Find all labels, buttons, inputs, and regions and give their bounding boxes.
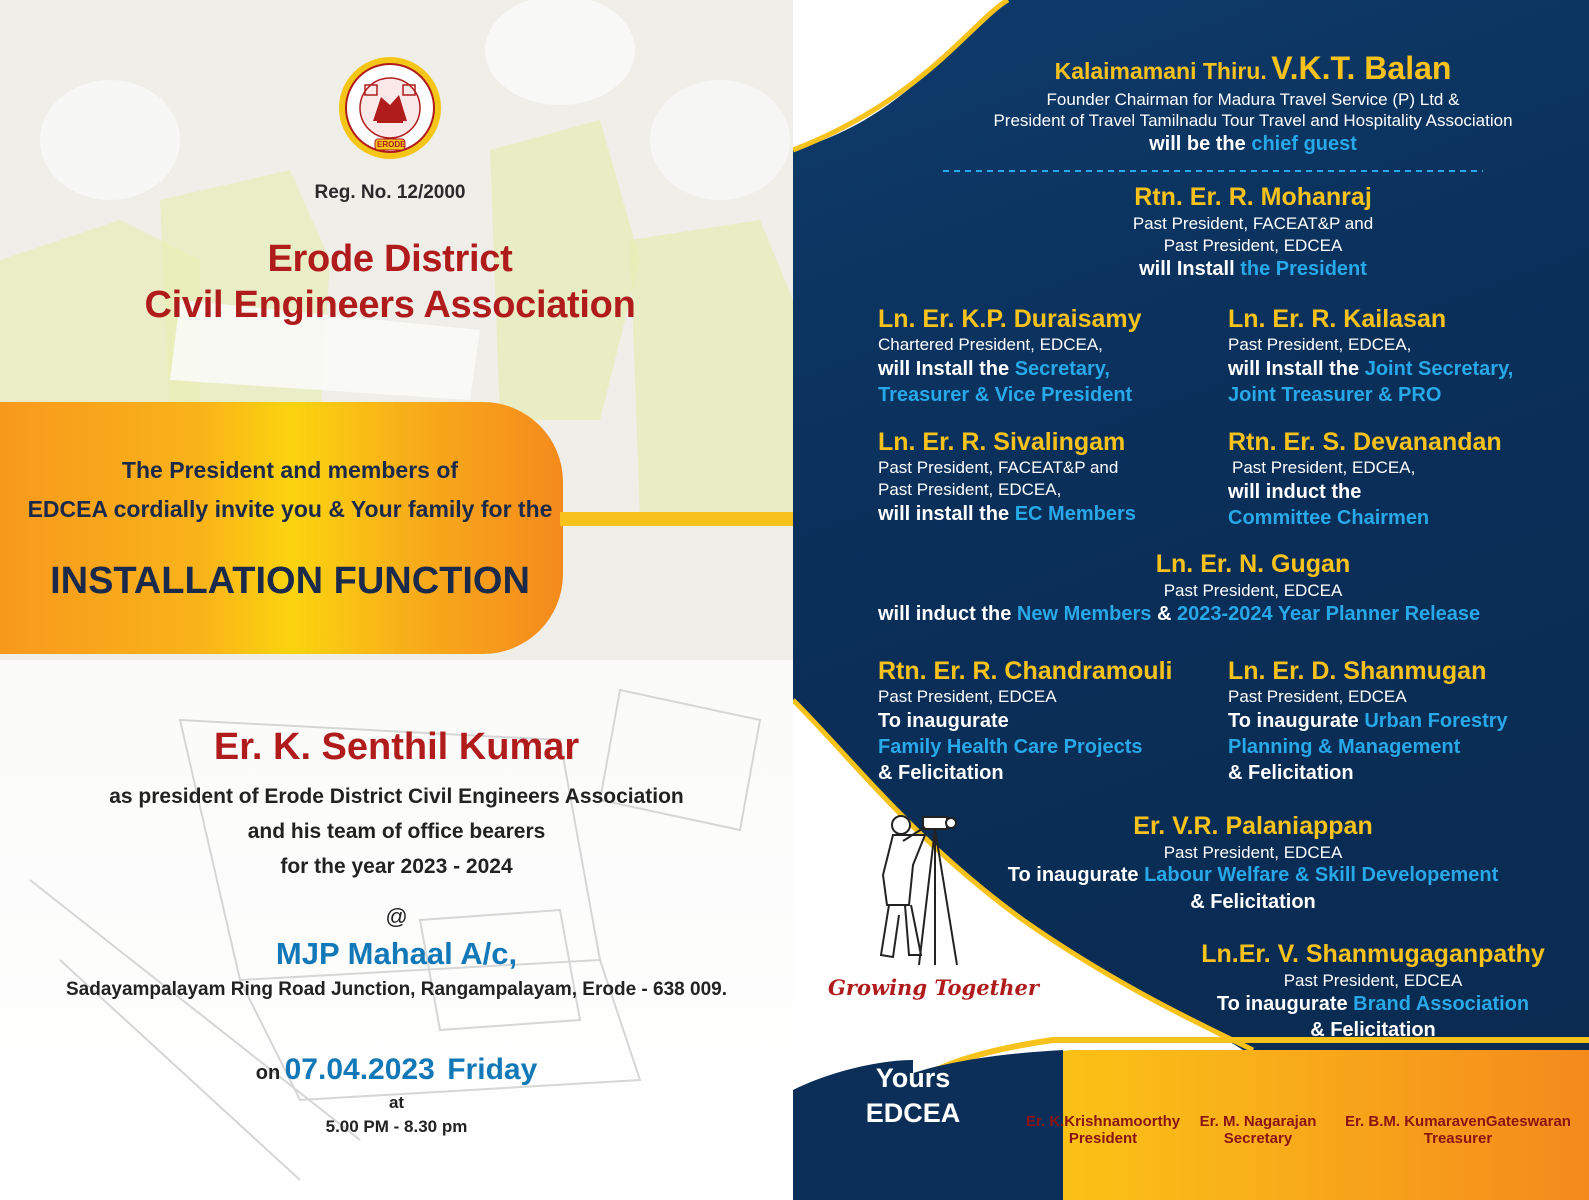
p2-role-highlight2: Treasurer & Vice President	[878, 384, 1133, 406]
event-time: 5.00 PM - 8.30 pm	[325, 1117, 468, 1136]
p4-block	[878, 427, 1218, 527]
chief-role	[923, 133, 1583, 156]
p5-role-highlight: Committee Chairmen	[1228, 507, 1430, 529]
chief-guest-heading	[923, 50, 1583, 87]
chief-role-highlight: chief guest	[1251, 133, 1357, 155]
p4-name: Ln. Er. R. Sivalingam	[878, 428, 1126, 456]
p3-role	[1228, 356, 1578, 408]
org-name-line2: Civil Engineers Association	[144, 284, 636, 326]
p7-role-suffix: & Felicitation	[878, 762, 1004, 784]
p2-role-highlight: Secretary,	[1014, 358, 1110, 380]
p2-line1: Chartered President, EDCEA,	[878, 335, 1103, 354]
p10-role-suffix: & Felicitation	[1310, 1019, 1436, 1041]
p2-role	[878, 356, 1218, 408]
left-panel	[0, 0, 793, 1200]
p8-role	[1228, 708, 1578, 734]
president-line3: for the year 2023 - 2024	[280, 855, 513, 878]
chief-line2: President of Travel Tamilnadu Tour Travel and Hospitality Association	[993, 111, 1513, 130]
sign2-role: Secretary	[1223, 1130, 1293, 1147]
p10-role	[1173, 993, 1573, 1016]
p6-role-amp: &	[1156, 603, 1172, 625]
p8-line1: Past President, EDCEA	[1228, 687, 1407, 706]
chief-name: V.K.T. Balan	[1271, 50, 1452, 86]
logo-place-text: ERODE	[377, 140, 406, 149]
p3-block	[1228, 304, 1578, 408]
chief-line1: Founder Chairman for Madura Travel Service (P) Ltd &	[1046, 90, 1460, 109]
registration-number: Reg. No. 12/2000	[314, 182, 466, 203]
p7-block	[878, 656, 1218, 786]
p10-role-prefix: To inaugurate	[1216, 993, 1348, 1015]
p2-role-prefix: will Install the	[878, 358, 1010, 380]
p3-line1: Past President, EDCEA,	[1228, 335, 1412, 354]
yellow-accent-stripe	[560, 512, 793, 526]
p6-line1: Past President, EDCEA	[1163, 581, 1343, 600]
p10-name: Ln.Er. V. Shanmugaganpathy	[1201, 940, 1545, 968]
invitation-banner	[0, 402, 563, 654]
p9-line1: Past President, EDCEA	[1163, 843, 1343, 862]
invite-line1: The President and members of	[121, 457, 459, 483]
association-logo	[337, 55, 443, 161]
p8-role-prefix: To inaugurate	[1228, 710, 1359, 732]
sign3-name: Er. B.M. KumaravenGateswaran	[1345, 1113, 1571, 1130]
p7-role-prefix: To inaugurate	[878, 710, 1009, 732]
p9-role-highlight: Labour Welfare & Skill Developement	[1144, 864, 1499, 886]
chief-prefix: Kalaimamani Thiru.	[1054, 58, 1267, 84]
p7-name: Rtn. Er. R. Chandramouli	[878, 657, 1173, 685]
yours-label: Yours	[875, 1063, 951, 1093]
p4-line1: Past President, FACEAT&P and	[878, 458, 1119, 477]
p3-role-highlight2: Joint Treasurer & PRO	[1228, 384, 1442, 406]
president-name: Er. K. Senthil Kumar	[213, 726, 580, 768]
p7-role-highlight: Family Health Care Projects	[878, 736, 1143, 758]
p4-line2: Past President, EDCEA,	[878, 480, 1062, 499]
p6-role	[878, 603, 1578, 626]
function-title: INSTALLATION FUNCTION	[50, 560, 530, 602]
p4-role	[878, 501, 1218, 527]
tagline: Growing Together	[828, 975, 1039, 1000]
p9-role	[923, 864, 1583, 887]
surveyor-illustration	[853, 805, 973, 975]
president-line1: as president of Erode District Civil Engineers Association	[109, 785, 684, 808]
p5-line1: Past President, EDCEA,	[1232, 458, 1416, 477]
signatory-president	[1003, 1113, 1203, 1147]
p5-name: Rtn. Er. S. Devanandan	[1228, 428, 1502, 456]
p2-block	[878, 304, 1218, 408]
p4-role-highlight: EC Members	[1014, 503, 1136, 525]
p6-role-highlight: New Members	[1016, 603, 1152, 625]
p5-block	[1228, 427, 1578, 531]
p10-role-highlight: Brand Association	[1353, 993, 1530, 1015]
p1-role-prefix: will Install	[1139, 258, 1235, 280]
p9-name: Er. V.R. Palaniappan	[1133, 812, 1373, 840]
p3-role-prefix: will Install the	[1228, 358, 1360, 380]
p8-role-highlight2: Planning & Management	[1228, 736, 1461, 758]
venue-name: MJP Mahaal A/c,	[275, 936, 518, 971]
right-panel	[793, 0, 1589, 1200]
p7-line1: Past President, EDCEA	[878, 687, 1057, 706]
org-name-line1: Erode District	[267, 238, 513, 280]
p1-line2: Past President, EDCEA	[1163, 236, 1343, 255]
sign1-name: Er. K.Krishnamoorthy	[1025, 1113, 1181, 1130]
p6-role-highlight2: 2023-2024 Year Planner Release	[1176, 603, 1481, 625]
p1-role	[923, 258, 1583, 281]
p8-role-suffix: & Felicitation	[1228, 762, 1354, 784]
p3-name: Ln. Er. R. Kailasan	[1228, 305, 1447, 333]
time-prefix: at	[388, 1093, 405, 1112]
at-symbol: @	[385, 904, 408, 929]
p9-role-prefix: To inaugurate	[1007, 864, 1139, 886]
p6-role-prefix: will induct the	[878, 603, 1012, 625]
p8-name: Ln. Er. D. Shanmugan	[1228, 657, 1487, 685]
invite-line2: EDCEA cordially invite you & Your family for the	[27, 496, 553, 522]
sign2-name: Er. M. Nagarajan	[1199, 1113, 1317, 1130]
p5-role-prefix: will induct the	[1228, 481, 1362, 503]
date-value: 07.04.2023	[284, 1053, 435, 1086]
president-line2: and his team of office bearers	[247, 820, 546, 843]
p8-role-highlight: Urban Forestry	[1364, 710, 1508, 732]
chief-role-prefix: will be the	[1149, 133, 1246, 155]
venue-address: Sadayampalayam Ring Road Junction, Rangampalayam, Erode - 638 009.	[65, 979, 727, 1000]
sign1-role: President	[1068, 1130, 1138, 1147]
p6-name: Ln. Er. N. Gugan	[1155, 550, 1351, 578]
sign3-role: Treasurer	[1423, 1130, 1493, 1147]
p9-role-suffix: & Felicitation	[1190, 891, 1316, 913]
signatory-secretary	[1183, 1113, 1333, 1147]
event-date	[0, 1053, 793, 1087]
day-value: Friday	[447, 1053, 538, 1086]
p1-role-highlight: the President	[1240, 258, 1367, 280]
edcea-label: EDCEA	[865, 1098, 961, 1128]
p1-line1: Past President, FACEAT&P and	[1132, 214, 1374, 233]
p10-line1: Past President, EDCEA	[1283, 971, 1463, 990]
date-prefix: on	[255, 1062, 281, 1084]
p4-role-prefix: will install the	[878, 503, 1010, 525]
p8-block	[1228, 656, 1578, 786]
p3-role-highlight: Joint Secretary,	[1364, 358, 1514, 380]
signatory-treasurer	[1333, 1113, 1583, 1147]
p1-name: Rtn. Er. R. Mohanraj	[1134, 183, 1372, 211]
p2-name: Ln. Er. K.P. Duraisamy	[878, 305, 1142, 333]
